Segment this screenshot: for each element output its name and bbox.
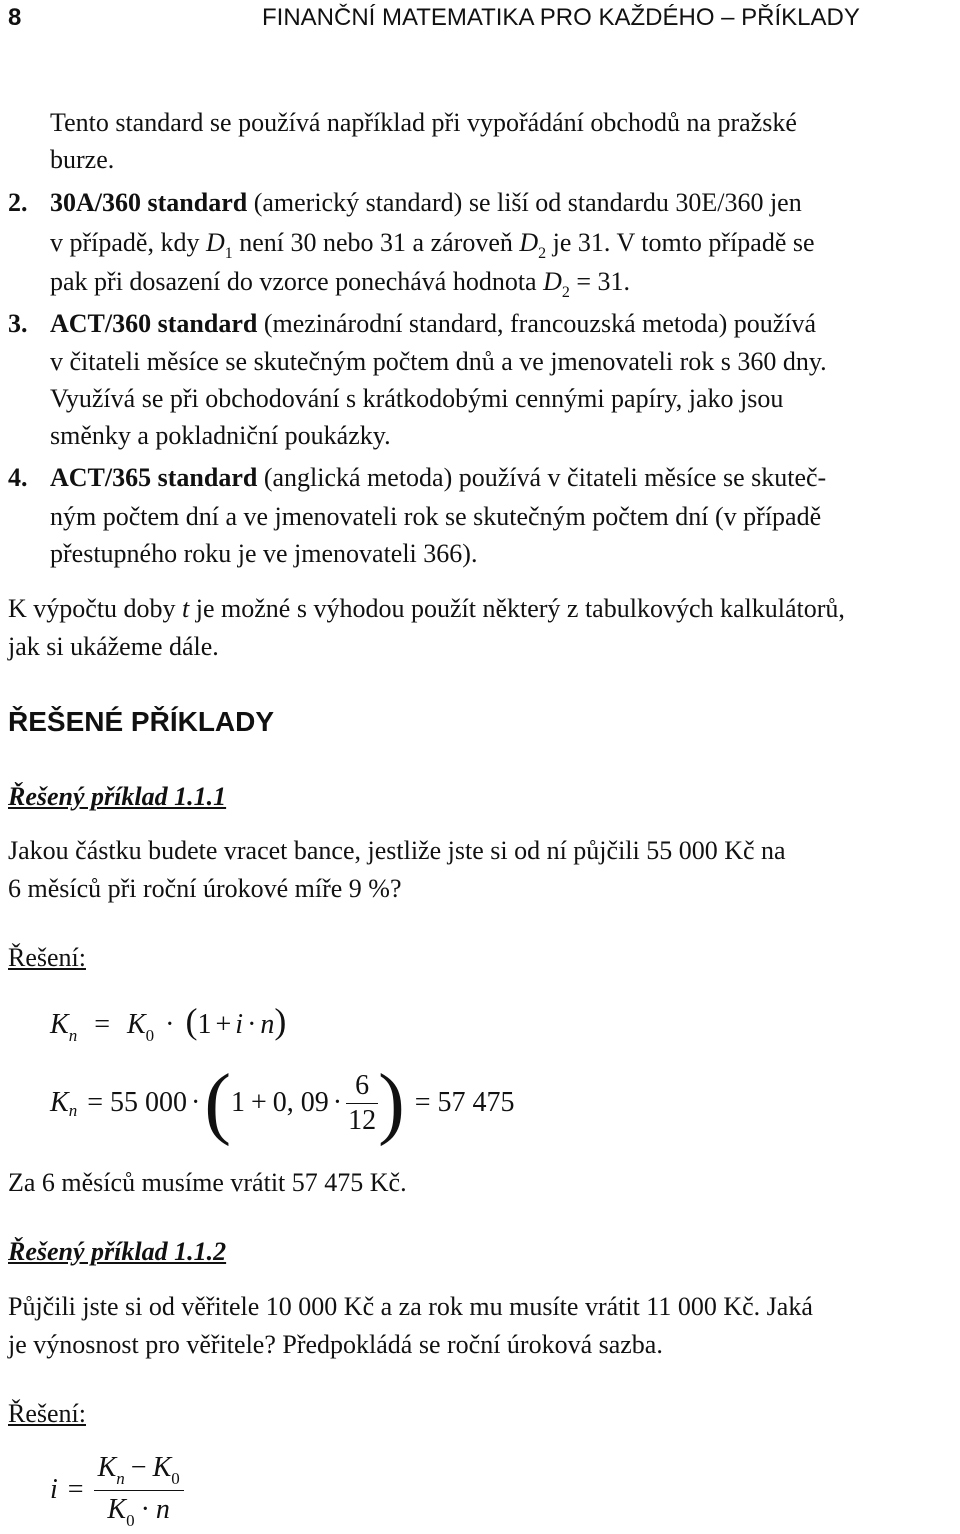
fraction-rate: $\frac{K_n - K_0}{K_0 \cdot n}$ — [94, 1449, 184, 1532]
formula-rate: i = $\frac{K_n - K_0}{K_0 \cdot n}$ — [50, 1448, 184, 1532]
para1-line2: burze. — [50, 145, 115, 174]
example2-question-line2: je výnosnost pro věřitele? Předpokládá se roční úroková sazba. — [8, 1330, 663, 1359]
running-title: FINANČNÍ MATEMATIKA PRO KAŽDÉHO – PŘÍKLADY — [262, 4, 860, 31]
item4-number: 4. — [8, 463, 28, 492]
item4-line2: ným počtem dní a ve jmenovateli rok se skutečným počtem dní (v případě — [50, 502, 822, 531]
example1-title: Řešený příklad 1.1.1 — [8, 782, 227, 811]
item2-line1: 30A/360 standard (americký standard) se liší od standardu 30E/360 jen — [50, 188, 802, 217]
item2-number: 2. — [8, 188, 28, 217]
example1-question-line1: Jakou částku budete vracet bance, jestliže jste si od ní půjčili 55 000 Kč na — [8, 836, 786, 865]
item3-number: 3. — [8, 309, 28, 338]
big-left-paren: ( — [204, 1059, 231, 1147]
item2-line3: pak při dosazení do vzorce ponechává hodnota $D_2 = 31$. — [50, 267, 631, 301]
section-title: ŘEŠENÉ PŘÍKLADY — [8, 706, 275, 737]
page-number: 8 — [8, 4, 22, 31]
example2-title: Řešený příklad 1.1.2 — [8, 1237, 227, 1266]
item3-term: ACT/360 standard — [50, 309, 258, 338]
item2-term: 30A/360 standard — [50, 188, 248, 217]
para2-line1: K výpočtu doby t je možné s výhodou použít některý z tabulkových kalkulátorů, — [8, 594, 845, 623]
item4-term: ACT/365 standard — [50, 463, 258, 492]
item3-line2: v čitateli měsíce se skutečným počtem dnů a ve jmenovateli rok s 360 dny. — [50, 347, 827, 376]
big-right-paren: ) — [378, 1059, 405, 1147]
example1-question-line2: 6 měsíců při roční úrokové míře 9 %? — [8, 874, 402, 903]
example2-question-line1: Půjčili jste si od věřitele 10 000 Kč a za rok mu musíte vrátit 11 000 Kč. Jaká — [8, 1292, 813, 1321]
item3-line4: směnky a pokladniční poukázky. — [50, 421, 391, 450]
formula-compound: $K_n = K_0 \cdot (1 + i \cdot n)$ — [50, 1001, 287, 1045]
item4-line1: ACT/365 standard (anglická metoda) používá v čitateli měsíce se skuteč- — [50, 463, 827, 492]
item4-line3: přestupného roku je ve jmenovateli 366). — [50, 539, 478, 568]
formula-calculation: K n = 55 000 · ( 1 + 0, 09 · $\frac{6}{12}$ ) = 57 475 — [50, 1059, 515, 1147]
fraction-6-12: $\frac{6}{12}$ — [348, 1069, 377, 1136]
example2-solution-label: Řešení: — [8, 1399, 86, 1428]
item3-line3: Využívá se při obchodování s krátkodobými cennými papíry, jako jsou — [50, 384, 784, 413]
item3-line1: ACT/360 standard (mezinárodní standard, francouzská metoda) používá — [50, 309, 817, 338]
item2-line2: v případě, kdy $D_1$ není 30 nebo 31 a zároveň $D_2$ je 31. V tomto případě se — [50, 228, 815, 262]
example1-solution-label: Řešení: — [8, 943, 86, 972]
para2-line2: jak si ukážeme dále. — [8, 632, 219, 661]
example1-answer: Za 6 měsíců musíme vrátit 57 475 Kč. — [8, 1168, 407, 1197]
para1-line1: Tento standard se používá například při vypořádání obchodů na pražské — [50, 108, 797, 137]
